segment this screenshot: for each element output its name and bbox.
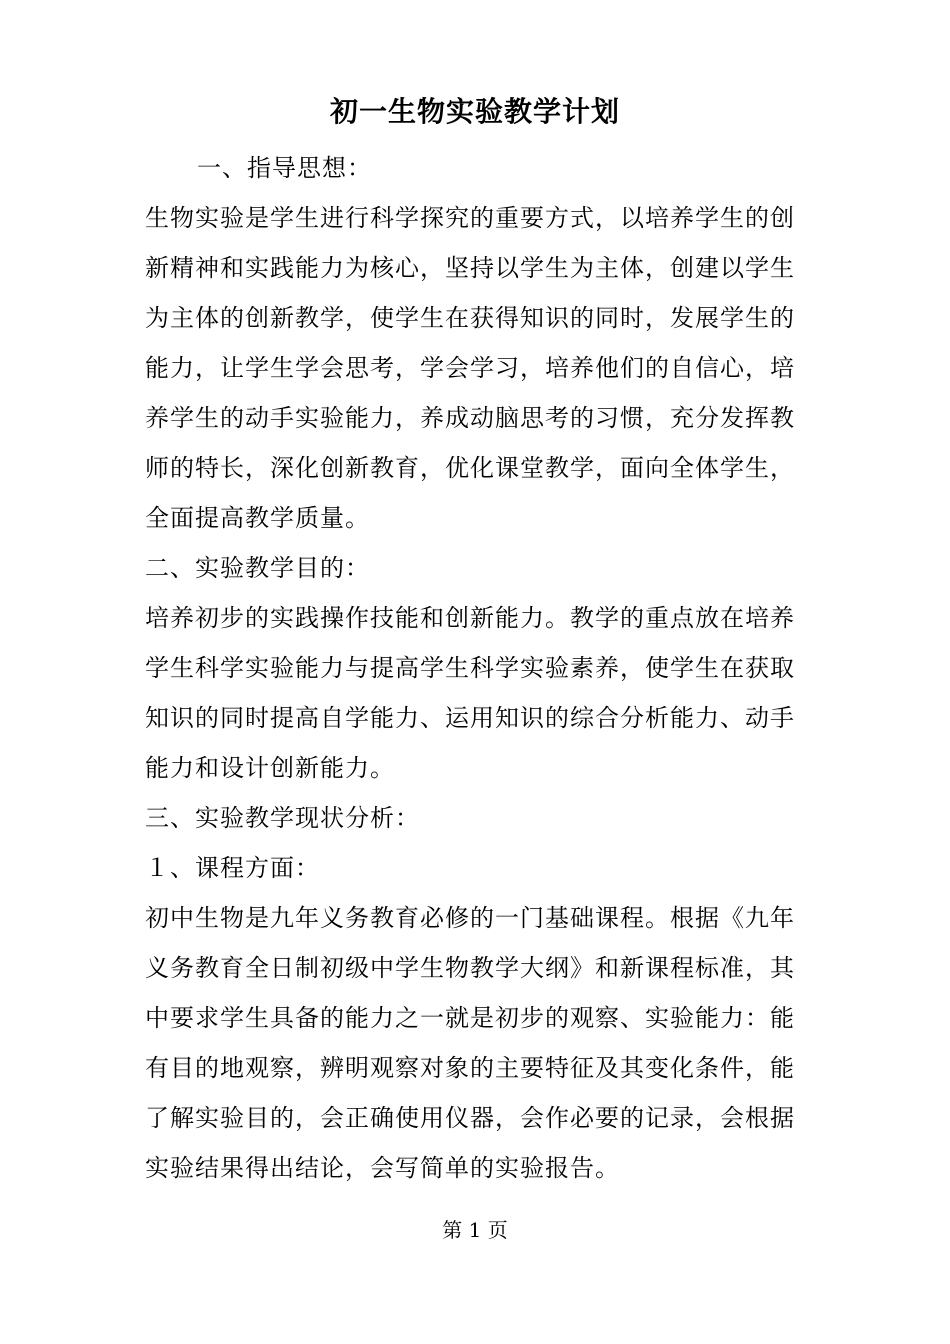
paragraph-line: 新精神和实践能力为核心，坚持以学生为主体，创建以学生 — [145, 254, 795, 282]
section-heading-teaching-purpose: 二、实验教学目的： — [145, 554, 370, 582]
paragraph-line: 了解实验目的，会正确使用仪器，会作必要的记录，会根据 — [145, 1104, 795, 1132]
subsection-heading-curriculum: １、课程方面： — [145, 854, 320, 882]
paragraph-line: 实验结果得出结论，会写简单的实验报告。 — [145, 1154, 620, 1182]
paragraph-line: 学生科学实验能力与提高学生科学实验素养，使学生在获取 — [145, 654, 795, 682]
paragraph-line: 义务教育全日制初级中学生物教学大纲》和新课程标准，其 — [145, 954, 795, 982]
paragraph-line: 养学生的动手实验能力，养成动脑思考的习惯，充分发挥教 — [145, 404, 795, 432]
paragraph-line: 全面提高教学质量。 — [145, 504, 370, 532]
section-heading-status-analysis: 三、实验教学现状分析： — [145, 804, 420, 832]
paragraph-line: 知识的同时提高自学能力、运用知识的综合分析能力、动手 — [145, 704, 795, 732]
paragraph-line: 初中生物是九年义务教育必修的一门基础课程。根据《九年 — [145, 904, 795, 932]
paragraph-line: 中要求学生具备的能力之一就是初步的观察、实验能力：能 — [145, 1004, 795, 1032]
section-heading-guiding-ideology: 一、指导思想： — [197, 154, 372, 182]
paragraph-line: 培养初步的实践操作技能和创新能力。教学的重点放在培养 — [145, 604, 795, 632]
paragraph-line: 师的特长，深化创新教育，优化课堂教学，面向全体学生， — [145, 454, 795, 482]
paragraph-line: 能力，让学生学会思考，学会学习，培养他们的自信心，培 — [145, 354, 795, 382]
document-body — [145, 143, 809, 1193]
document-title: 初一生物实验教学计划 — [329, 95, 620, 128]
page-number: 第 1 页 — [442, 1218, 508, 1242]
paragraph-line: 为主体的创新教学，使学生在获得知识的同时，发展学生的 — [145, 304, 795, 332]
paragraph-line: 生物实验是学生进行科学探究的重要方式，以培养学生的创 — [145, 204, 795, 232]
paragraph-line: 有目的地观察，辨明观察对象的主要特征及其变化条件，能 — [145, 1054, 795, 1082]
paragraph-line: 能力和设计创新能力。 — [145, 754, 395, 782]
